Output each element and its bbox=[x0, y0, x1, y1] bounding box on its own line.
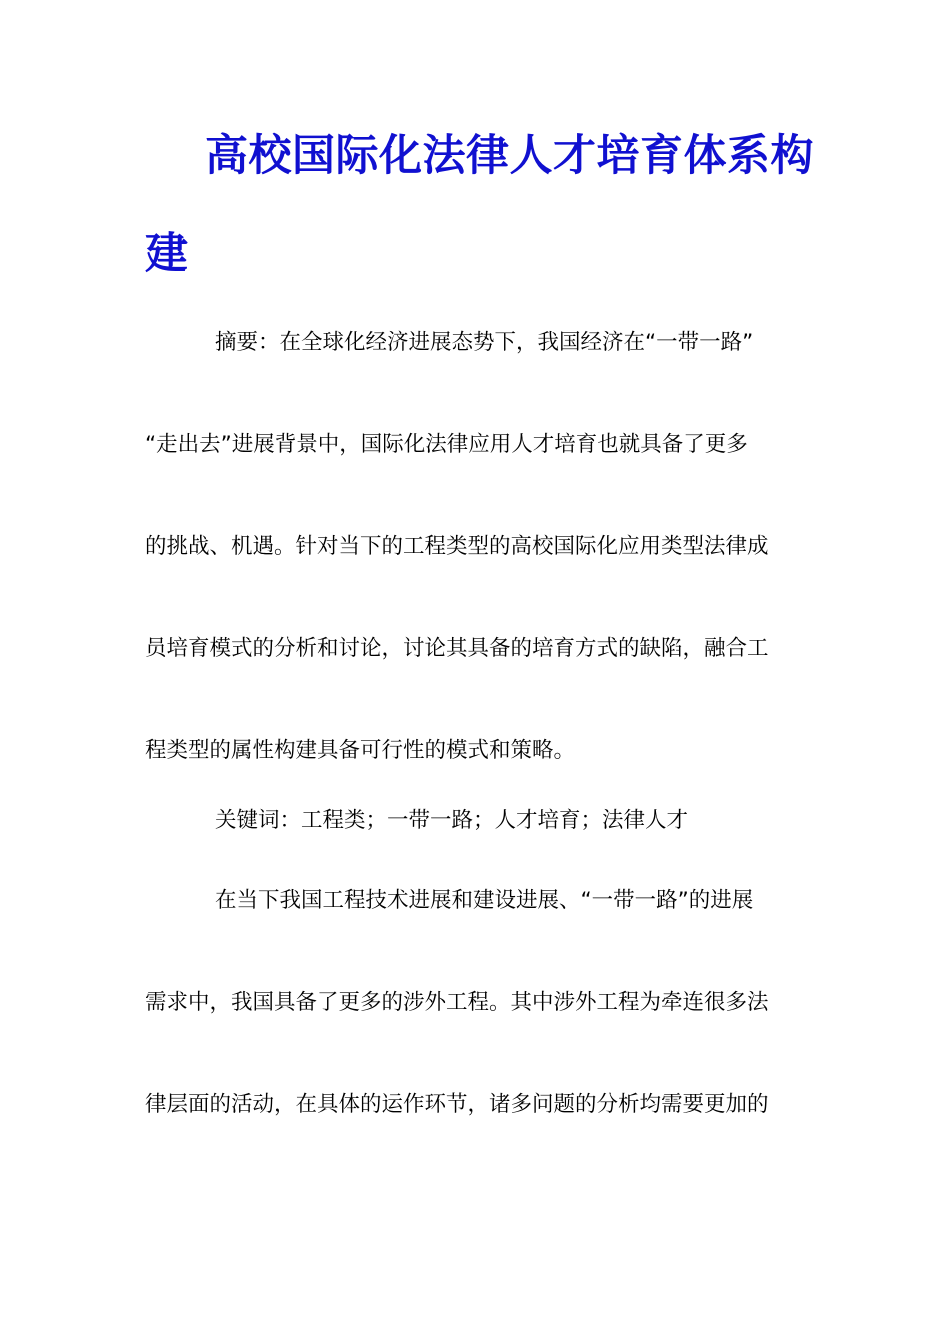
body-line: 在当下我国工程技术进展和建设进展、“一带一路”的进展 bbox=[215, 888, 754, 913]
abstract-paragraph bbox=[145, 292, 807, 802]
body-line: 律层面的活动，在具体的运作环节，诸多问题的分析均需要更加的 bbox=[145, 1092, 769, 1117]
title-line-1: 高校国际化法律人才培育体系构 bbox=[205, 131, 814, 181]
title-line-2: 建 bbox=[145, 229, 189, 279]
abstract-line: 员培育模式的分析和讨论，讨论其具备的培育方式的缺陷，融合工 bbox=[145, 636, 769, 661]
abstract-line: 程类型的属性构建具备可行性的模式和策略。 bbox=[145, 738, 576, 763]
abstract-line: 摘要：在全球化经济进展态势下，我国经济在“一带一路” bbox=[215, 330, 754, 355]
abstract-line: 的挑战、机遇。针对当下的工程类型的高校国际化应用类型法律成 bbox=[145, 534, 769, 559]
keywords-line: 关键词：工程类；一带一路；人才培育；法律人才 bbox=[215, 808, 689, 833]
body-line: 需求中，我国具备了更多的涉外工程。其中涉外工程为牵连很多法 bbox=[145, 990, 769, 1015]
body-paragraph bbox=[145, 850, 807, 1156]
abstract-line: “走出去”进展背景中，国际化法律应用人才培育也就具备了更多 bbox=[145, 432, 748, 457]
